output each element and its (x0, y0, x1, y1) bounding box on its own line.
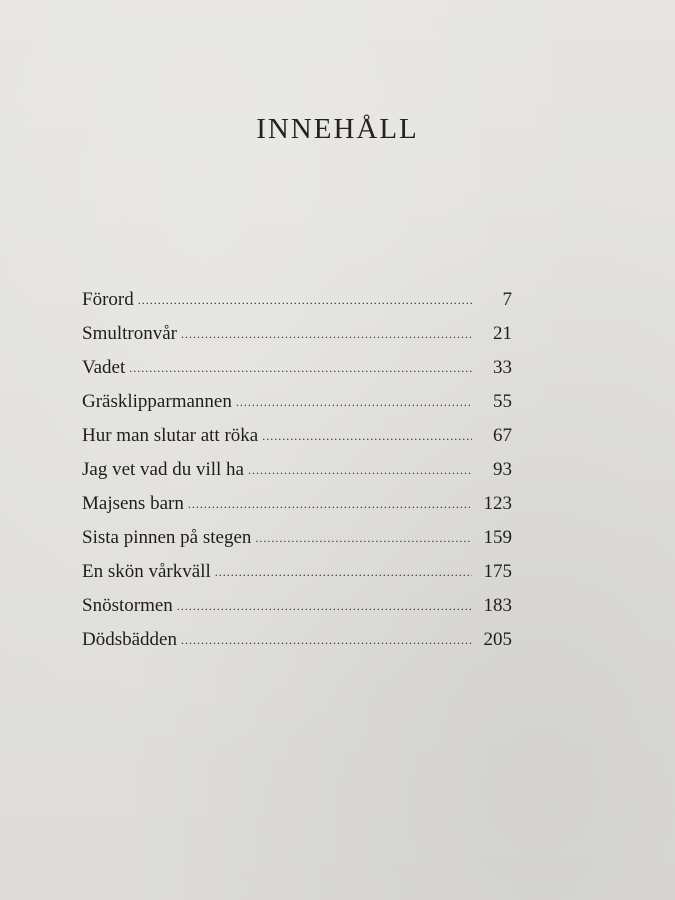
toc-entry-page: 7 (502, 289, 512, 310)
dot-leader (129, 355, 472, 381)
dot-leader (248, 457, 472, 483)
dot-leader (215, 559, 472, 585)
toc-entry-title: Jag vet vad du vill ha (82, 459, 244, 480)
toc-entry-title: Hur man slutar att röka (82, 425, 259, 446)
toc-entry-title: Förord (82, 289, 134, 310)
dot-leader (138, 287, 472, 313)
toc-entry-page: 159 (483, 527, 512, 548)
toc-entry-title: En skön vårkväll (82, 561, 211, 582)
dot-leader (188, 491, 472, 517)
toc-entry-page: 55 (493, 391, 512, 412)
toc-entry-title: Sista pinnen på stegen (82, 527, 252, 548)
toc-entry-title: Snöstormen (82, 595, 173, 616)
toc-entry (82, 627, 512, 661)
table-of-contents (82, 287, 512, 661)
toc-entry-page: 93 (493, 459, 512, 480)
toc-entry-title: Vadet (82, 357, 126, 378)
toc-entry-page: 183 (483, 595, 512, 616)
toc-entry-page: 123 (483, 493, 512, 514)
dot-leader (236, 389, 472, 415)
dot-leader (181, 627, 472, 653)
toc-entry-title: Gräsklipparmannen (82, 391, 232, 412)
toc-entry (82, 491, 512, 525)
toc-entry (82, 457, 512, 491)
toc-entry (82, 389, 512, 423)
toc-entry (82, 321, 512, 355)
toc-entry (82, 559, 512, 593)
toc-entry-page: 21 (493, 323, 512, 344)
dot-leader (262, 423, 472, 449)
toc-entry (82, 593, 512, 627)
toc-entry-title: Smultronvår (82, 323, 177, 344)
dot-leader (181, 321, 472, 347)
toc-entry-page: 175 (483, 561, 512, 582)
page-title: INNEHÅLL (256, 113, 419, 145)
toc-entry-title: Majsens barn (82, 493, 184, 514)
dot-leader (255, 525, 472, 551)
toc-entry (82, 355, 512, 389)
toc-entry-page: 67 (493, 425, 512, 446)
toc-entry (82, 525, 512, 559)
toc-entry-title: Dödsbädden (82, 629, 177, 650)
toc-entry-page: 205 (483, 629, 512, 650)
dot-leader (177, 593, 472, 619)
toc-entry (82, 287, 512, 321)
toc-entry-page: 33 (493, 357, 512, 378)
toc-entry (82, 423, 512, 457)
